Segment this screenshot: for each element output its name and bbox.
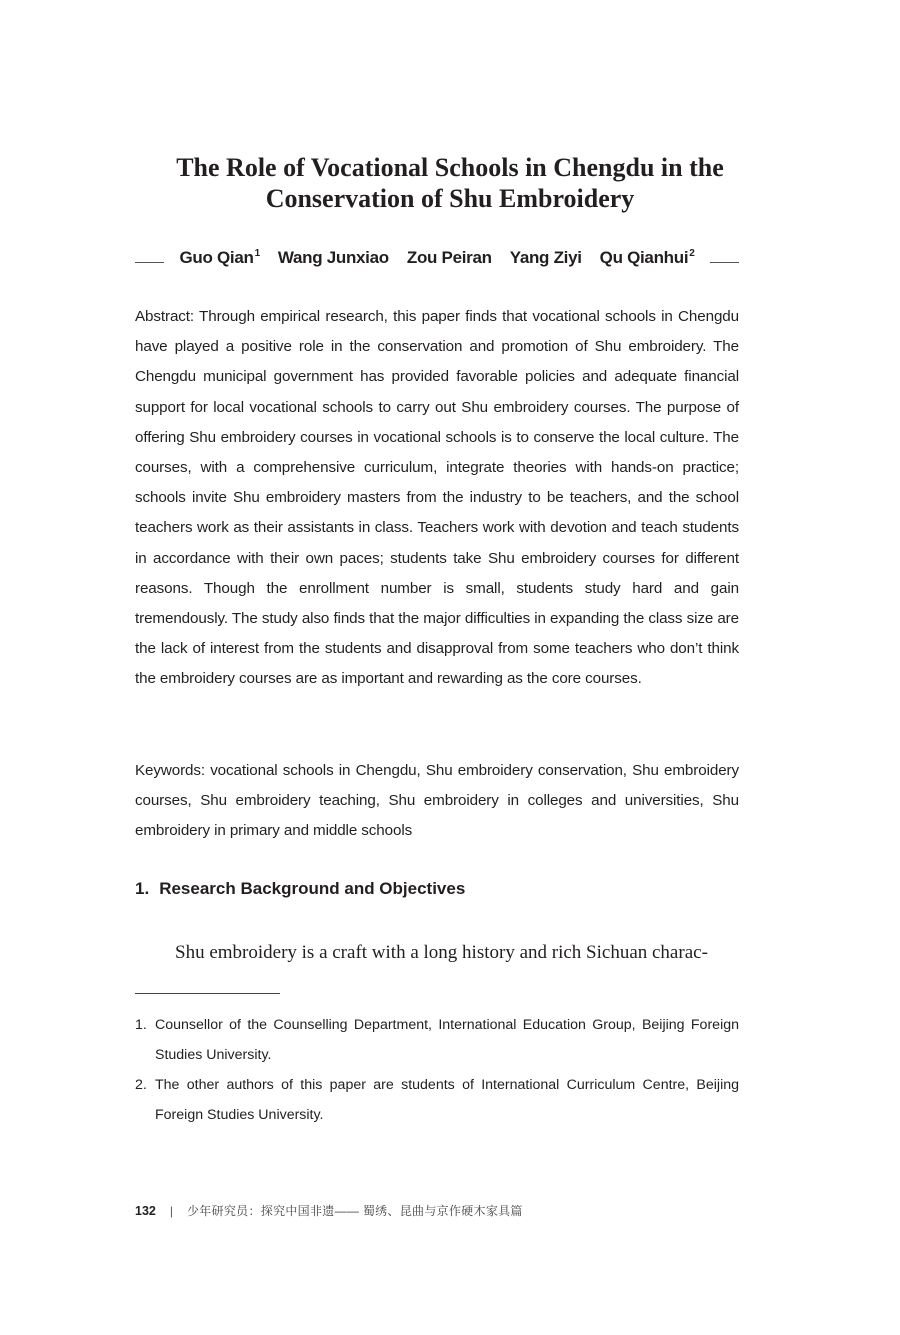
footnote-ref: 1	[254, 248, 260, 259]
author: Qu Qianhui$^2$	[599, 248, 695, 267]
author: Yang Ziyi	[509, 248, 582, 267]
author: Wang Junxiao	[277, 248, 389, 267]
footnote-number: 1.	[135, 1017, 147, 1033]
author-line	[135, 243, 739, 273]
footnote-text: Counsellor of the Counselling Department, International Education Group, Beijing Foreign Studies University.	[155, 1017, 739, 1063]
footnote-ref: 2	[689, 248, 695, 259]
section-heading	[135, 879, 465, 899]
section-number: 1.	[135, 879, 150, 898]
keywords: Keywords: vocational schools in Chengdu, Shu embroidery conservation, Shu embroidery courses, Shu embroidery teaching, Shu embroidery in colleges and universities, Shu embroidery in primary and middle schools	[135, 762, 739, 840]
footer-separator: |	[169, 1203, 173, 1218]
footnote	[135, 1010, 739, 1070]
title-line-1: The Role of Vocational Schools in Chengdu in the	[176, 153, 724, 182]
paper-title	[100, 152, 800, 214]
footnote-number: 2.	[135, 1077, 147, 1093]
title-line-2: Conservation of Shu Embroidery	[265, 184, 635, 213]
abstract: Abstract: Through empirical research, this paper finds that vocational schools in Chengdu have played a positive role in the conservation and promotion of Shu embroidery. The Chengdu municipal government has provided favorable policies and adequate financial support for local vocational schools to carry out Shu embroidery courses. The purpose of offering Shu embroidery courses in vocational schools is to conserve the local culture. The courses, with a comprehensive curriculum, integrate theories with hands-on practice; schools invite Shu embroidery masters from the industry to be teachers, and the school teachers work as their assistants in class. Teachers work with devotion and teach students in accordance with their own paces; students take Shu embroidery courses for different reasons. Though the enrollment number is small, students study hard and gain tremendously. The study also finds that the major difficulties in expanding the class size are the lack of interest from the students and disapproval from some teachers who don’t think the embroidery courses are as important and rewarding as the core courses.	[135, 308, 739, 688]
section-title: Research Background and Objectives	[159, 879, 466, 898]
footnote-divider	[135, 993, 280, 994]
author-rule-left	[135, 262, 164, 263]
author: Guo Qian$^1$	[179, 248, 260, 267]
author: Zou Peiran	[406, 248, 492, 267]
running-title: 少年研究员：探究中国非遗—— 蜀绣、昆曲与京作硬木家具篇	[186, 1204, 523, 1218]
page-number: 132	[135, 1203, 156, 1218]
footnote-text: The other authors of this paper are students of International Curriculum Centre, Beijing Foreign Studies University.	[155, 1077, 739, 1123]
footnotes	[135, 1010, 739, 1130]
author-list	[179, 248, 694, 268]
footnote	[135, 1070, 739, 1130]
page-footer	[135, 1202, 523, 1219]
author-rule-right	[710, 262, 739, 263]
body-paragraph: Shu embroidery is a craft with a long history and rich Sichuan charac-	[175, 942, 708, 963]
